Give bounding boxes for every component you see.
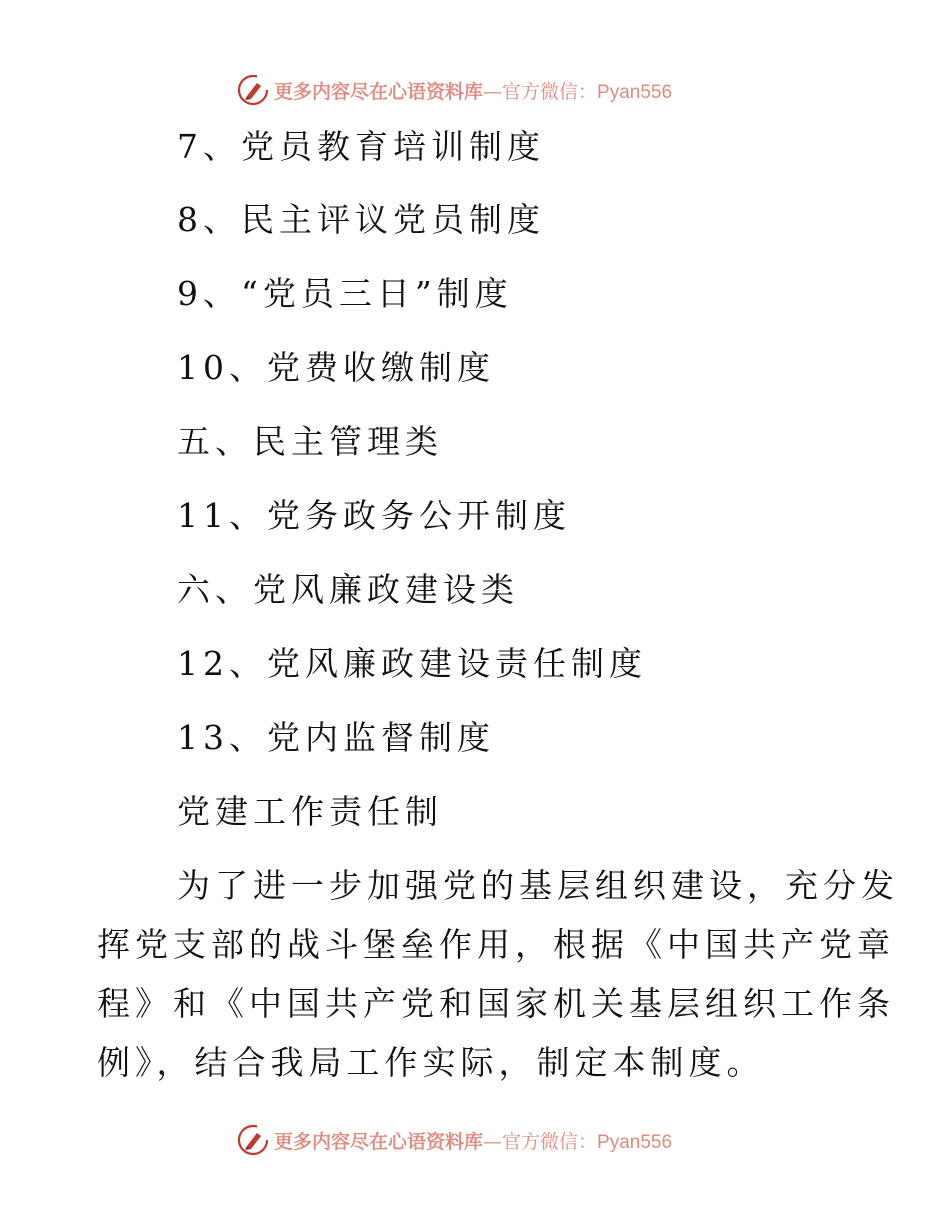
- watermark-official: 官方微信：: [502, 80, 598, 103]
- section-heading: 六、党风廉政建设类: [177, 570, 519, 609]
- paragraph-line: 为了进一步加强党的基层组织建设，充分发: [177, 866, 899, 905]
- watermark-text: [274, 77, 672, 104]
- watermark-id: Pyan556: [597, 81, 673, 103]
- watermark-dash: —: [483, 80, 503, 103]
- watermark-header: [236, 73, 672, 107]
- watermark-dash: —: [483, 1130, 503, 1153]
- logo-icon: [236, 1123, 270, 1157]
- list-item: 9、“党员三日”制度: [177, 274, 513, 313]
- list-item: 11、党务政务公开制度: [177, 496, 571, 535]
- watermark-text: [274, 1127, 672, 1154]
- paragraph-line: 挥党支部的战斗堡垒作用，根据《中国共产党章: [97, 925, 895, 964]
- paragraph-line: 例》，结合我局工作实际，制定本制度。: [97, 1043, 765, 1082]
- list-item: 13、党内监督制度: [177, 718, 495, 757]
- watermark-brand: 更多内容尽在心语资料库: [274, 80, 484, 103]
- list-item: 7、党员教育培训制度: [177, 127, 545, 166]
- section-heading: 五、民主管理类: [177, 422, 443, 461]
- list-item: 12、党风廉政建设责任制度: [177, 644, 647, 683]
- document-title: 党建工作责任制: [177, 792, 443, 831]
- paragraph-line: 程》和《中国共产党和国家机关基层组织工作条: [97, 984, 895, 1023]
- watermark-official: 官方微信：: [502, 1130, 598, 1153]
- watermark-id: Pyan556: [597, 1131, 673, 1153]
- watermark-footer: [236, 1123, 672, 1157]
- list-item: 10、党费收缴制度: [177, 348, 495, 387]
- logo-icon: [236, 73, 270, 107]
- watermark-brand: 更多内容尽在心语资料库: [274, 1130, 484, 1153]
- list-item: 8、民主评议党员制度: [177, 200, 545, 239]
